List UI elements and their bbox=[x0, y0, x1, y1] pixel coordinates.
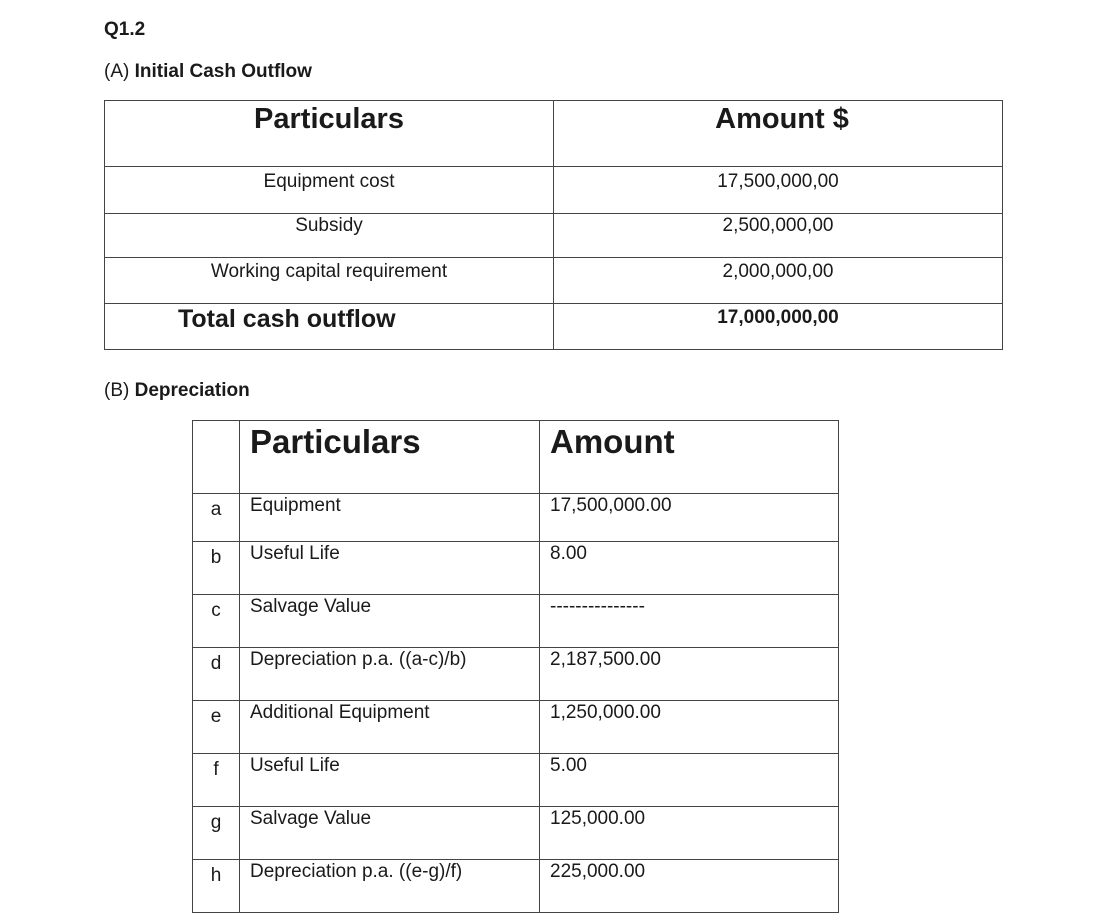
section-b-heading: Depreciation bbox=[134, 380, 250, 401]
amount-cell: --------------- bbox=[540, 595, 839, 648]
table-row bbox=[105, 167, 1003, 214]
amount-header: Amount $ bbox=[554, 101, 1003, 167]
amount-cell: 2,000,000,00 bbox=[554, 258, 1003, 304]
particular-cell: Salvage Value bbox=[240, 807, 540, 860]
amount-cell: 2,500,000,00 bbox=[554, 214, 1003, 258]
section-a-heading: Initial Cash Outflow bbox=[134, 61, 312, 82]
table-row bbox=[193, 494, 839, 542]
table-row bbox=[105, 214, 1003, 258]
row-letter: c bbox=[193, 595, 240, 648]
section-a-title bbox=[104, 61, 312, 83]
row-letter: g bbox=[193, 807, 240, 860]
section-b-title bbox=[104, 380, 250, 402]
particulars-header: Particulars bbox=[240, 421, 540, 494]
amount-header: Amount bbox=[540, 421, 839, 494]
particular-cell: Additional Equipment bbox=[240, 701, 540, 754]
initial-cash-outflow-table bbox=[104, 100, 1003, 350]
amount-cell: 5.00 bbox=[540, 754, 839, 807]
table-row bbox=[105, 258, 1003, 304]
table-row bbox=[193, 648, 839, 701]
row-letter: h bbox=[193, 860, 240, 913]
total-label: Total cash outflow bbox=[105, 304, 554, 350]
particulars-header: Particulars bbox=[105, 101, 554, 167]
row-letter: a bbox=[193, 494, 240, 542]
row-letter: f bbox=[193, 754, 240, 807]
particular-cell: Useful Life bbox=[240, 542, 540, 595]
particular-cell: Salvage Value bbox=[240, 595, 540, 648]
amount-cell: 8.00 bbox=[540, 542, 839, 595]
table-row bbox=[193, 701, 839, 754]
table-row bbox=[193, 595, 839, 648]
section-a-prefix: (A) bbox=[104, 61, 130, 82]
total-amount: 17,000,000,00 bbox=[554, 304, 1003, 350]
row-letter: b bbox=[193, 542, 240, 595]
table-row bbox=[193, 807, 839, 860]
row-letter: d bbox=[193, 648, 240, 701]
amount-cell: 225,000.00 bbox=[540, 860, 839, 913]
particular-cell: Subsidy bbox=[105, 214, 554, 258]
particular-cell: Useful Life bbox=[240, 754, 540, 807]
section-b-prefix: (B) bbox=[104, 380, 130, 401]
row-letter: e bbox=[193, 701, 240, 754]
letter-header bbox=[193, 421, 240, 494]
depreciation-table bbox=[192, 420, 839, 913]
amount-cell: 125,000.00 bbox=[540, 807, 839, 860]
table-header-row bbox=[193, 421, 839, 494]
amount-cell: 1,250,000.00 bbox=[540, 701, 839, 754]
question-label: Q1.2 bbox=[104, 19, 146, 40]
table-row bbox=[193, 754, 839, 807]
particular-cell: Equipment bbox=[240, 494, 540, 542]
particular-cell: Depreciation p.a. ((e-g)/f) bbox=[240, 860, 540, 913]
amount-cell: 17,500,000.00 bbox=[540, 494, 839, 542]
table-header-row bbox=[105, 101, 1003, 167]
table-row bbox=[193, 860, 839, 913]
total-row bbox=[105, 304, 1003, 350]
particular-cell: Working capital requirement bbox=[105, 258, 554, 304]
table-row bbox=[193, 542, 839, 595]
particular-cell: Depreciation p.a. ((a-c)/b) bbox=[240, 648, 540, 701]
amount-cell: 17,500,000,00 bbox=[554, 167, 1003, 214]
particular-cell: Equipment cost bbox=[105, 167, 554, 214]
amount-cell: 2,187,500.00 bbox=[540, 648, 839, 701]
